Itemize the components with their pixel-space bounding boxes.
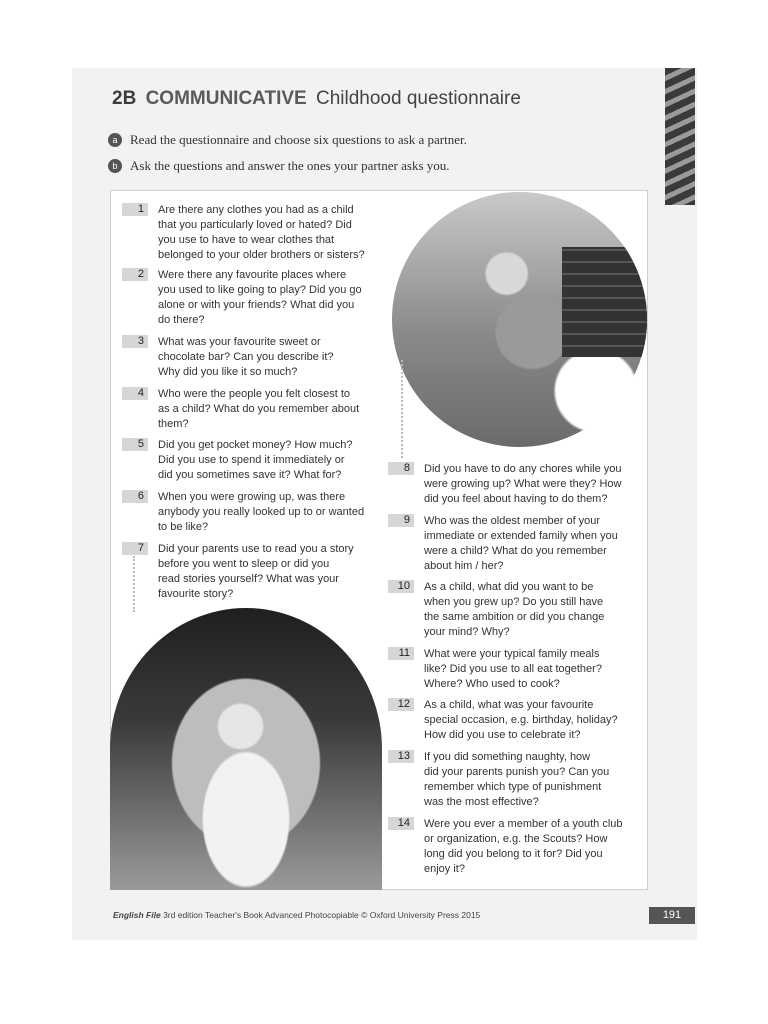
question-line: them?	[158, 418, 189, 430]
question-number: 8	[388, 462, 414, 475]
question-line: As a child, what was your favourite	[424, 699, 594, 711]
question-number: 10	[388, 580, 414, 593]
question-line: were growing up? What were they? How	[424, 478, 622, 490]
question-line: or organization, e.g. the Scouts? How	[424, 833, 608, 845]
question-item	[122, 490, 382, 535]
question-line: What was your favourite sweet or	[158, 336, 321, 348]
question-line: Were there any favourite places where	[158, 269, 347, 281]
question-number: 5	[122, 438, 148, 451]
question-line: the same ambition or did you change	[424, 611, 605, 623]
question-line: When you were growing up, was there	[158, 491, 346, 503]
question-text	[158, 268, 382, 328]
question-item	[388, 580, 638, 640]
question-number: 11	[388, 647, 414, 660]
footer-credit	[113, 910, 480, 920]
question-text	[424, 514, 638, 574]
question-text	[158, 490, 382, 535]
question-line: chocolate bar? Can you describe it?	[158, 351, 334, 363]
question-item	[122, 438, 382, 483]
instruction-text: Read the questionnaire and choose six questions to ask a partner.	[130, 132, 467, 147]
question-line: alone or with your friends? What did you	[158, 299, 355, 311]
question-line: was the most effective?	[424, 796, 539, 808]
page-title	[112, 88, 521, 110]
photo-boy-washing-dishes	[392, 192, 647, 447]
question-line: As a child, what did you want to be	[424, 581, 594, 593]
activity-category: COMMUNICATIVE	[145, 88, 307, 109]
question-item	[388, 750, 638, 810]
question-item	[122, 387, 382, 432]
question-line: special occasion, e.g. birthday, holiday?	[424, 714, 618, 726]
question-text	[158, 335, 382, 380]
question-line: Did you have to do any chores while you	[424, 463, 622, 475]
question-line: did you sometimes save it? What for?	[158, 469, 342, 481]
question-text	[158, 542, 382, 602]
question-number: 13	[388, 750, 414, 763]
question-item	[388, 817, 638, 877]
question-line: If you did something naughty, how	[424, 751, 591, 763]
question-number: 9	[388, 514, 414, 527]
question-line: do there?	[158, 314, 205, 326]
credit-text: 3rd edition Teacher's Book Advanced Photocopiable © Oxford University Press 2015	[160, 910, 481, 920]
question-line: were a child? What do you remember	[424, 545, 607, 557]
question-line: Why did you like it so much?	[158, 366, 298, 378]
question-item	[122, 268, 382, 328]
question-line: that you particularly loved or hated? Did	[158, 219, 352, 231]
instruction-a	[108, 132, 467, 148]
question-line: remember which type of punishment	[424, 781, 602, 793]
question-line: Did you get pocket money? How much?	[158, 439, 353, 451]
dotted-divider	[401, 360, 403, 458]
question-line: Are there any clothes you had as a child	[158, 204, 354, 216]
corner-decoration	[665, 68, 695, 205]
unit-code: 2B	[112, 88, 137, 109]
question-line: Who was the oldest member of your	[424, 515, 601, 527]
question-text	[424, 817, 638, 877]
question-item	[122, 335, 382, 380]
question-line: Were you ever a member of a youth club	[424, 818, 623, 830]
question-line: read stories yourself? What was your	[158, 573, 339, 585]
question-line: you used to like going to play? Did you go	[158, 284, 362, 296]
question-line: anybody you really looked up to or wanted	[158, 506, 365, 518]
photo-girl-reading-under-blanket	[110, 608, 382, 890]
question-text	[424, 462, 638, 507]
question-line: about him / her?	[424, 560, 504, 572]
question-number: 3	[122, 335, 148, 348]
question-line: did you feel about having to do them?	[424, 493, 608, 505]
question-line: enjoy it?	[424, 863, 465, 875]
question-line: when you grew up? Do you still have	[424, 596, 604, 608]
question-number: 1	[122, 203, 148, 216]
question-line: did your parents punish you? Can you	[424, 766, 610, 778]
question-line: your mind? Why?	[424, 626, 510, 638]
question-line: immediate or extended family when you	[424, 530, 618, 542]
question-line: long did you belong to it for? Did you	[424, 848, 603, 860]
question-line: What were your typical family meals	[424, 648, 600, 660]
question-line: How did you use to celebrate it?	[424, 729, 581, 741]
question-item	[388, 698, 638, 743]
question-number: 2	[122, 268, 148, 281]
question-text	[158, 203, 382, 263]
question-item	[388, 462, 638, 507]
question-line: Where? Who used to cook?	[424, 678, 560, 690]
question-line: like? Did you use to all eat together?	[424, 663, 602, 675]
question-text	[424, 698, 638, 743]
question-text	[158, 387, 382, 432]
question-text	[424, 580, 638, 640]
instruction-text: Ask the questions and answer the ones your partner asks you.	[130, 158, 450, 173]
question-number: 12	[388, 698, 414, 711]
book-name: English File	[113, 910, 161, 920]
instruction-marker: b	[108, 159, 122, 173]
question-number: 14	[388, 817, 414, 830]
activity-title: Childhood questionnaire	[316, 88, 521, 109]
question-line: Did your parents use to read you a story	[158, 543, 354, 555]
question-line: before you went to sleep or did you	[158, 558, 330, 570]
question-item	[388, 514, 638, 574]
question-item	[122, 542, 382, 602]
question-line: Did you use to spend it immediately or	[158, 454, 345, 466]
question-text	[424, 647, 638, 692]
question-item	[122, 203, 382, 263]
question-number: 7	[122, 542, 148, 555]
question-line: as a child? What do you remember about	[158, 403, 360, 415]
question-item	[388, 647, 638, 692]
question-line: to be like?	[158, 521, 209, 533]
question-line: belonged to your older brothers or sisters?	[158, 249, 365, 261]
question-text	[424, 750, 638, 810]
instruction-b	[108, 158, 450, 174]
question-number: 6	[122, 490, 148, 503]
instruction-marker: a	[108, 133, 122, 147]
question-line: favourite story?	[158, 588, 234, 600]
question-number: 4	[122, 387, 148, 400]
question-line: Who were the people you felt closest to	[158, 388, 350, 400]
page-number: 191	[649, 907, 695, 924]
question-line: you use to have to wear clothes that	[158, 234, 335, 246]
question-text	[158, 438, 382, 483]
